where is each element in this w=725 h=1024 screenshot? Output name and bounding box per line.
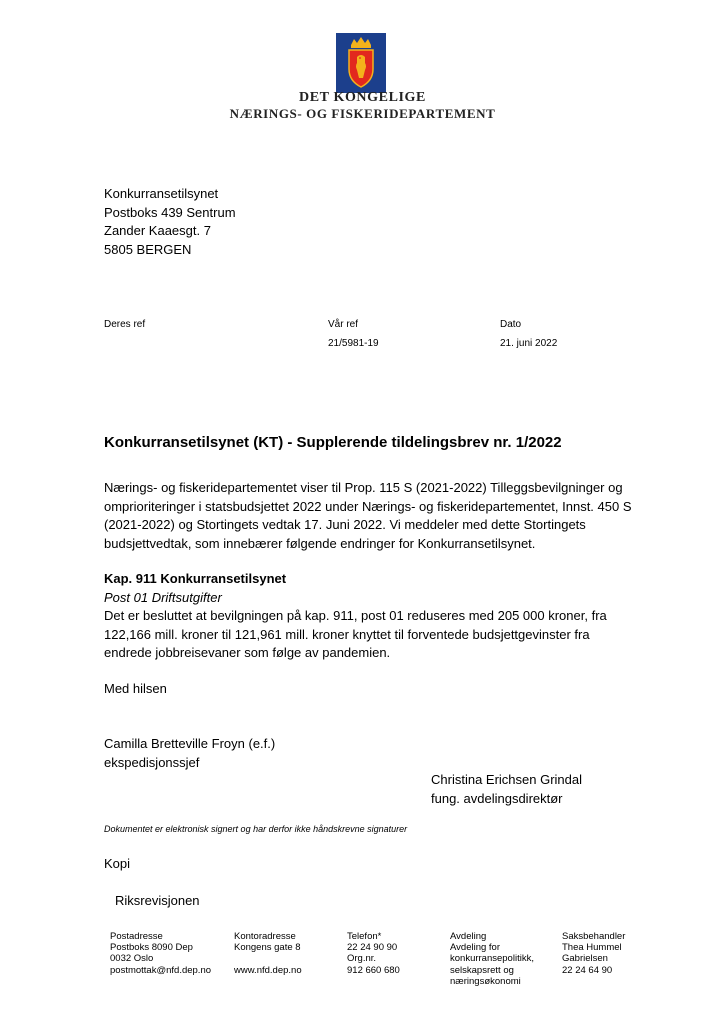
footer-label: Telefon*	[347, 931, 382, 942]
intro-paragraph	[104, 479, 664, 553]
date-value: 21. juni 2022	[500, 338, 558, 349]
greeting: Med hilsen	[104, 681, 167, 696]
footer-value: 912 660 680	[347, 964, 400, 976]
date-label: Dato	[500, 319, 522, 330]
footer-value: Gabrielsen	[562, 953, 608, 965]
footer-value: selskapsrett og	[450, 964, 514, 976]
deres-ref	[104, 319, 145, 338]
footer-value: Kongens gate 8	[234, 942, 301, 954]
var-ref-value: 21/5981-19	[328, 338, 379, 349]
footer-label: Avdeling	[450, 931, 487, 942]
footer-office-address	[234, 931, 302, 976]
intro-line: Nærings- og fiskeridepartementet viser til Prop. 115 S (2021-2022) Tilleggsbevilgninger og	[104, 480, 623, 495]
footer-value: næringsøkonomi	[450, 975, 521, 987]
deres-ref-label: Deres ref	[104, 319, 146, 330]
recipient-postbox: Postboks 439 Sentrum	[104, 204, 236, 220]
var-ref	[328, 319, 379, 350]
signer-1-name: Camilla Bretteville Froyn (e.f.)	[104, 736, 276, 751]
intro-line: omprioriteringer i statsbudsjettet 2022 under Nærings- og fiskeridepartementet, Innst. 450 S	[104, 498, 632, 514]
copy-recipient: Riksrevisjonen	[115, 893, 200, 908]
signer-1-title: ekspedisjonssjef	[104, 754, 200, 770]
footer-value: Avdeling for	[450, 942, 500, 954]
letter-subject: Konkurransetilsynet (KT) - Supplerende tildelingsbrev nr. 1/2022	[104, 434, 562, 451]
chapter-line: 122,166 mill. kroner til 121,961 mill. kroner knyttet til forventede budsjettgevinster fra	[104, 626, 590, 642]
signer-2-title: fung. avdelingsdirektør	[431, 790, 563, 806]
chapter-section	[104, 570, 664, 663]
var-ref-label: Vår ref	[328, 319, 359, 330]
footer-label: Saksbehandler	[562, 931, 626, 942]
recipient-street: Zander Kaaesgt. 7	[104, 223, 211, 238]
signer-2-name: Christina Erichsen Grindal	[431, 772, 583, 787]
logo-text-line1: DET KONGELIGE	[299, 90, 426, 105]
footer-value: Postboks 8090 Dep	[110, 942, 193, 954]
footer-value: 22 24 90 90	[347, 942, 398, 954]
footer-label: Org.nr.	[347, 953, 377, 965]
footer-case-officer	[562, 931, 625, 976]
copy-label: Kopi	[104, 856, 131, 871]
recipient-postcode: 5805 BERGEN	[104, 241, 192, 257]
signature-1	[104, 735, 664, 772]
signature-2	[431, 771, 681, 808]
post-heading: Post 01 Driftsutgifter	[104, 589, 222, 605]
intro-line: (2021-2022) og Stortingets vedtak 17. Juni 2022. Vi meddeler med dette Stortingets	[104, 517, 586, 532]
footer-value: 0032 Oslo	[110, 953, 154, 965]
footer-value	[234, 953, 302, 964]
coat-of-arms-icon	[336, 33, 386, 93]
logo-text-line2: NÆRINGS- OG FISKERIDEPARTEMENT	[229, 106, 496, 121]
footer-website: www.nfd.dep.no	[234, 964, 302, 976]
chapter-heading: Kap. 911 Konkurransetilsynet	[104, 571, 287, 586]
footer-value: Thea Hummel	[562, 942, 622, 954]
recipient-name: Konkurransetilsynet	[104, 186, 219, 201]
footer-label: Kontoradresse	[234, 931, 296, 942]
ministry-logo	[0, 30, 725, 126]
footer-label: Postadresse	[110, 931, 163, 942]
chapter-line: endrede jobbreisevaner som følge av pandemien.	[104, 645, 391, 660]
electronic-signature-note: Dokumentet er elektronisk signert og har derfor ikke håndskrevne signaturer	[104, 824, 408, 834]
footer-department	[450, 931, 534, 987]
footer-email: postmottak@nfd.dep.no	[110, 964, 212, 976]
footer-value: 22 24 64 90	[562, 964, 613, 976]
intro-line: budsjettvedtak, som innebærer følgende endringer for Konkurransetilsynet.	[104, 535, 536, 551]
chapter-line: Det er besluttet at bevilgningen på kap. 911, post 01 reduseres med 205 000 kroner, fra	[104, 608, 607, 623]
date-ref	[500, 319, 557, 350]
footer-value: konkurransepolitikk,	[450, 953, 534, 965]
footer-postal-address	[110, 931, 211, 976]
recipient-address	[104, 185, 236, 259]
footer-phone	[347, 931, 400, 976]
